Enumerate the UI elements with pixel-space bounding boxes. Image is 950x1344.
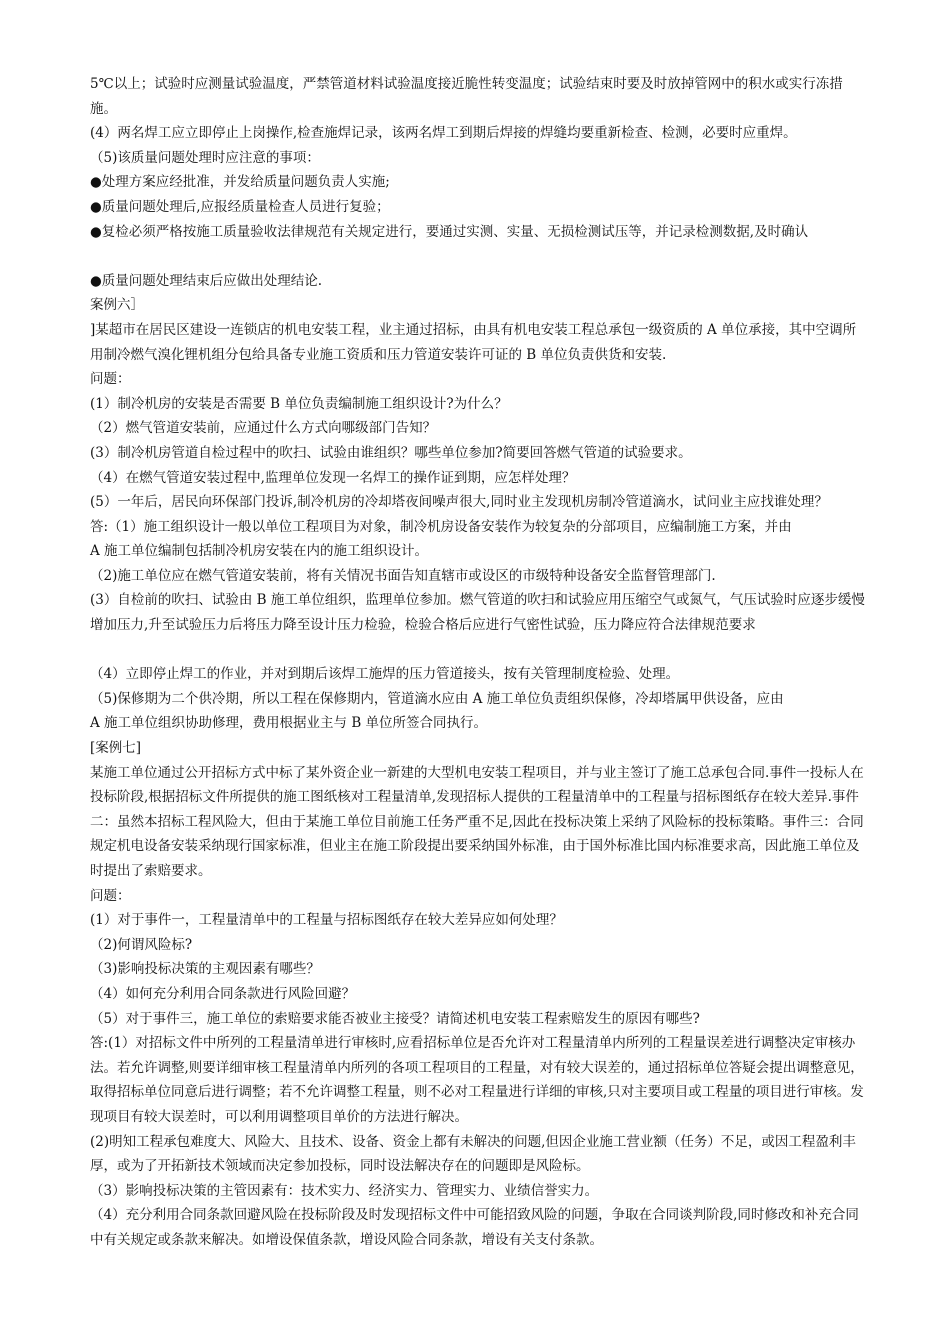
question: （2）燃气管道安装前，应通过什么方式向哪级部门告知？ (90, 420, 437, 437)
answer: 答:(1）对招标文件中所列的工程量清单进行审核时,应看招标单位是否允许对工程量清单内所列的工程量误差进行调整决定审核办法。若允许调整,则要详细审核工程量清单内所列的各项工程项目的工程量，对有较大误差的，通过招标单位答疑会提出调整意见，取得招标单位同意后进行调整；若不允许调整工程量，则不必对工程量进行详细的审核,只对主要项目或工程量的项目进行审核。发现项目有较大误差时，可以利用调整项目单价的方法进行解决。 (90, 1035, 864, 1125)
answer: （5)保修期为二个供冷期，所以工程在保修期内，管道滴水应由 A 施工单位负责组织保修，冷却塔属甲供设备，应由 (90, 690, 784, 707)
bullet-item: ●质量问题处理后,应报经质量检查人员进行复验； (90, 198, 390, 215)
blank-line (90, 244, 865, 269)
answer: （2)施工单位应在燃气管道安装前，将有关情况书面告知直辖市或设区的市级特种设备安全监督管理部门. (90, 567, 716, 584)
blank-line (90, 638, 865, 663)
question: （4）在燃气管道安装过程中,监理单位发现一名焊工的操作证到期，应怎样处理？ (90, 469, 576, 486)
question: （2)何谓风险标? (90, 936, 193, 953)
answer: （4）充分利用合同条款回避风险在投标阶段及时发现招标文件中可能招致风险的问题，争取在合同谈判阶段,同时修改和补充合同中有关规定或条款来解决。如增设保值条款，增设风险合同条款，增设有关支付条款。 (90, 1207, 859, 1248)
case-heading: 案例六］ (90, 297, 144, 314)
answer: （3）影响投标决策的主管因素有：技术实力、经济实力、管理实力、业绩信誉实力。 (90, 1182, 599, 1199)
bullet-item: ●处理方案应经批准，并发给质量问题负责人实施; (90, 174, 390, 191)
question: （3)影响投标决策的主观因素有哪些？ (90, 961, 320, 978)
paragraph: (4）两名焊工应立即停止上岗操作,检查施焊记录，该两名焊工到期后焊接的焊缝均要重新检查、检测，必要时应重焊。 (90, 125, 797, 142)
question: (1）对于事件一，工程量清单中的工程量与招标图纸存在较大差异应如何处理？ (90, 912, 563, 929)
question: （4）如何充分利用合同条款进行风险回避？ (90, 985, 356, 1002)
questions-heading: 问题： (90, 887, 131, 904)
question: (1）制冷机房的安装是否需要 B 单位负责编制施工组织设计?为什么？ (90, 395, 508, 412)
bullet-item: ●质量问题处理结束后应做出处理结论. (90, 272, 323, 289)
answer: A 施工单位编制包括制冷机房安装在内的施工组织设计。 (90, 543, 429, 560)
bullet-item: ●复检必须严格按施工质量验收法律规范有关规定进行，要通过实测、实量、无损检测试压等，并记录检测数据,及时确认 (90, 223, 809, 240)
paragraph: （5)该质量问题处理时应注意的事项： (90, 149, 320, 166)
paragraph: 某施工单位通过公开招标方式中标了某外资企业一新建的大型机电安装工程项目，并与业主签订了施工总承包合同.事件一投标人在投标阶段,根据招标文件所提供的施工图纸核对工程量清单,发现招标人提供的工程量清单中的工程量与招标图纸存在较大差异.事件二：虽然本招标工程风险大，但由于某施工单位目前施工任务严重不足,因此在投标决策上采纳了风险标的投标策略。事件三：合同规定机电设备安装采纳现行国家标准，但业主在施工阶段提出要采纳国外标准，由于国外标准比国内标准要求高，因此施工单位及时提出了索赔要求。 (90, 764, 864, 879)
paragraph: 5℃以上；试验时应测量试验温度，严禁管道材料试验温度接近脆性转变温度；试验结束时要及时放掉管网中的积水或实行冻措施。 (90, 76, 843, 117)
document-page (90, 72, 865, 1253)
answer: (3）自检前的吹扫、试验由 B 施工单位组织，监理单位参加。燃气管道的吹扫和试验应用压缩空气或氮气，气压试验时应逐步缓慢增加压力,升至试验压力后将压力降至设计压力检验，检验合格后应进行气密性试验，压力降应符合法律规范要求 (90, 592, 865, 634)
answer: 答:（1）施工组织设计一般以单位工程项目为对象，制冷机房设备安装作为较复杂的分部项目，应编制施工方案，并由 (90, 518, 792, 535)
question: (3）制冷机房管道自检过程中的吹扫、试验由谁组织？哪些单位参加?简要回答燃气管道的试验要求。 (90, 444, 692, 461)
question: （5）对于事件三，施工单位的索赔要求能否被业主接受？请简述机电安装工程索赔发生的原因有哪些? (90, 1010, 700, 1027)
questions-heading: 问题： (90, 371, 131, 388)
answer: A 施工单位组织协助修理，费用根据业主与 B 单位所签合同执行。 (90, 715, 488, 732)
answer: （4）立即停止焊工的作业，并对到期后该焊工施焊的压力管道接头，按有关管理制度检验、处理。 (90, 666, 680, 683)
paragraph: ]某超市在居民区建设一连锁店的机电安装工程，业主通过招标，由具有机电安装工程总承包一级资质的 A 单位承接，其中空调所用制冷燃气溴化锂机组分包给具备专业施工资质和压力管道安装许可证的 B 单位负责供货和安装. (90, 321, 857, 363)
case-heading: [案例七] (90, 740, 142, 757)
question: (5）一年后，居民向环保部门投诉,制冷机房的冷却塔夜间噪声很大,同时业主发现机房制冷管道滴水，试问业主应找谁处理？ (90, 494, 828, 511)
answer: (2)明知工程承包难度大、风险大、且技术、设备、资金上都有未解决的问题,但因企业施工营业额（任务）不足，或因工程盈利丰厚，或为了开拓新技术领域而决定参加投标，同时设法解决存在的问题即是风险标。 (90, 1133, 856, 1175)
